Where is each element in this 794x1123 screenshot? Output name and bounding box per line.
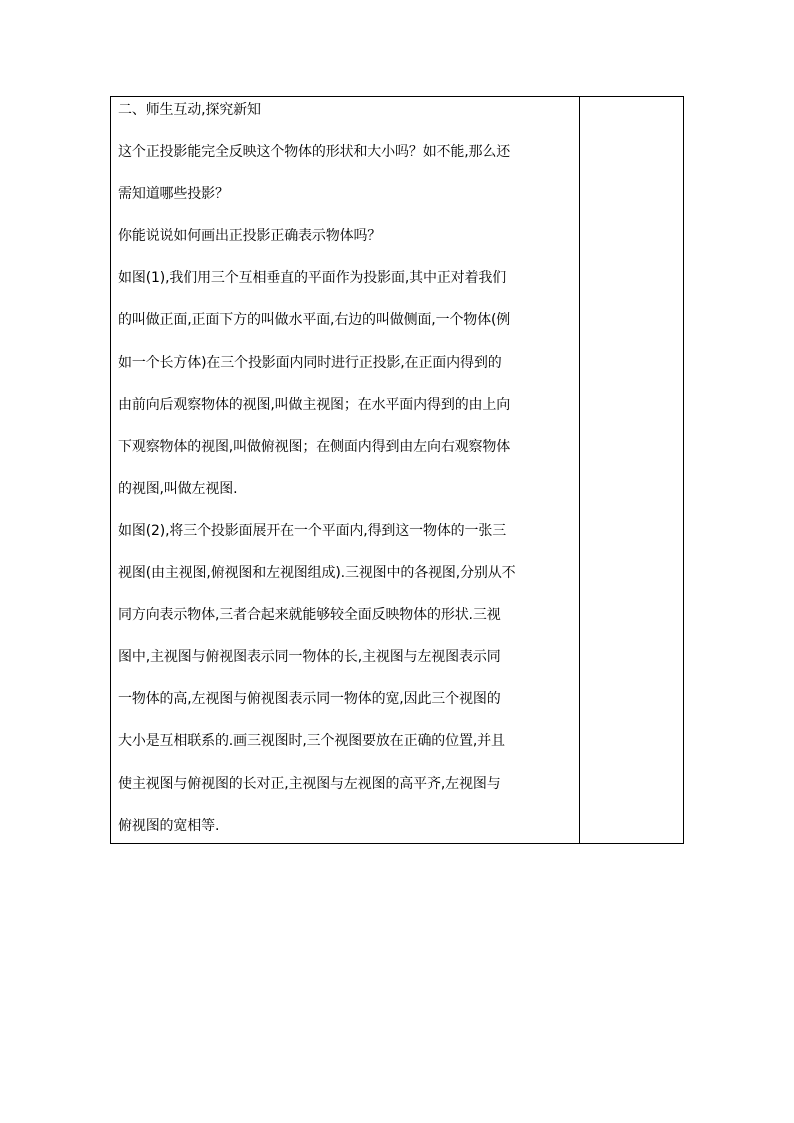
- text-line: 如图(1),我们用三个互相垂直的平面作为投影面,其中正对着我们: [118, 270, 507, 287]
- text-line: 图中,主视图与俯视图表示同一物体的长,主视图与左视图表示同: [118, 649, 501, 666]
- text-line: 视图(由主视图,俯视图和左视图组成).三视图中的各视图,分别从不: [118, 565, 516, 582]
- text-line: 如图(2),将三个投影面展开在一个平面内,得到这一物体的一张三: [118, 522, 507, 539]
- text-line: 俯视图的宽相等.: [118, 817, 220, 834]
- text-line: 同方向表示物体,三者合起来就能够较全面反映物体的形状.三视: [118, 607, 501, 624]
- text-line: 由前向后观察物体的视图,叫做主视图；在水平面内得到的由上向: [118, 396, 511, 413]
- text-line: 大小是互相联系的.画三视图时,三个视图要放在正确的位置,并且: [118, 733, 505, 750]
- notes-cell: [580, 97, 683, 843]
- text-line: 的叫做正面,正面下方的叫做水平面,右边的叫做侧面,一个物体(例: [118, 312, 511, 329]
- text-line: 你能说说如何画出正投影正确表示物体吗？: [118, 228, 382, 245]
- text-line: 需知道哪些投影？: [118, 186, 229, 203]
- text-line: 这个正投影能完全反映这个物体的形状和大小吗？如不能,那么还: [118, 144, 511, 161]
- lesson-table: [110, 96, 684, 844]
- lesson-content-cell: [111, 97, 580, 843]
- text-line: 一物体的高,左视图与俯视图表示同一物体的宽,因此三个视图的: [118, 691, 501, 708]
- text-line: 使主视图与俯视图的长对正,主视图与左视图的高平齐,左视图与: [118, 775, 501, 792]
- text-line: 如一个长方体)在三个投影面内同时进行正投影,在正面内得到的: [118, 354, 502, 371]
- text-line: 下观察物体的视图,叫做俯视图；在侧面内得到由左向右观察物体: [118, 438, 511, 455]
- section-heading: 二、师生互动,探究新知: [118, 102, 261, 118]
- text-line: 的视图,叫做左视图.: [118, 480, 238, 497]
